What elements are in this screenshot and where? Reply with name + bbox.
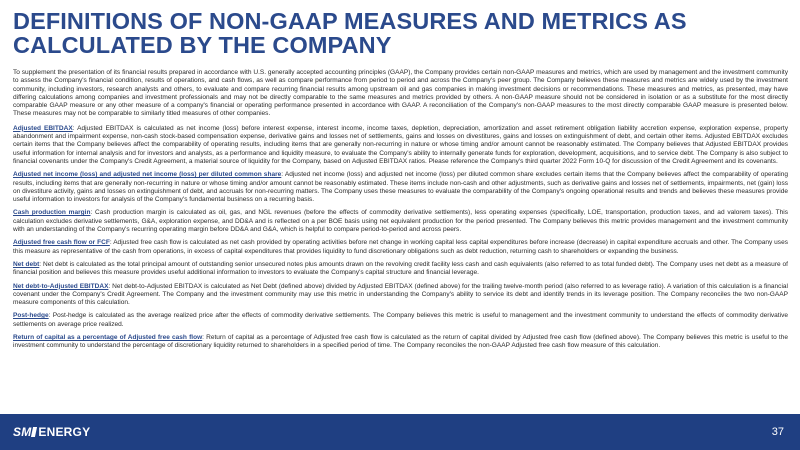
definition-adjusted-ebitdax bbox=[13, 125, 788, 166]
definition-term: Adjusted EBITDAX bbox=[13, 124, 73, 132]
definition-text: : Adjusted net income (loss) and adjusted net income (loss) per diluted common share excludes certain items that the Company believes affect the comparability of operating results, including items that are generally non-recurring in nature or whose timing and/or amount cannot be reasonably estimated. These items include non-cash and other adjustments, such as derivative gains and losses net of settlements, impairments, net (gain) loss on divestiture activity, gains and losses on extinguishment of debt, and accruals for non-recurring matters. The Company uses these measures to evaluate the comparability of the Company's ongoing operational results and trends and believes these measures provide useful information to investors for analysis of the Company's fundamental business on a recurring basis. bbox=[13, 171, 788, 204]
definition-text: : Adjusted free cash flow is calculated as net cash provided by operating activities before net change in working capital less capital expenditures before increase (decrease) in capital expenditure accruals and other. The Company uses this measure as representative of the cash from operations, in excess of capital expenditures that provides liquidity to fund discretionary obligations such as debt reduction, returning cash to shareholders or expanding the business. bbox=[13, 239, 788, 255]
definition-text: : Adjusted EBITDAX is calculated as net income (loss) before interest expense, interest income, income taxes, depletion, depreciation, amortization and asset retirement obligation liability accretion expense, exploration expense, property abandonment and impairment expense, non-cash stock-based compensation expense, derivative gains and losses net of settlements, gains and losses on divestitures, gains and losses on extinguishment of debt, and certain other items. Adjusted EBITDAX excludes certain items that the Company believes affect the comparability of operating results, including items that are generally non-recurring in nature or whose timing and/or amount cannot be reasonably estimated. The Company believes that Adjusted EBITDAX provides useful information for internal analysis and for investors and analysts, as a performance and liquidity measure, to evaluate the Company's ability to internally generate funds for exploration, development, acquisitions, and to service debt. The Company is also subject to financial covenants under the Company's Credit Agreement, a material source of liquidity for the Company, based on Adjusted EBITDAX ratios. Please reference the Company's third quarter 2022 Form 10-Q for discussion of the Credit Agreement and its covenants. bbox=[13, 124, 788, 165]
definition-adjusted-net-income bbox=[13, 171, 788, 204]
definition-term: Net debt bbox=[13, 260, 40, 268]
logo-prefix: SM bbox=[13, 425, 32, 439]
definition-text: : Post-hedge is calculated as the average realized price after the effects of commodity derivative settlements. The Company believes this metric is useful to management and the investment community to understand the effects of commodity derivative settlements on average price realized. bbox=[13, 312, 788, 328]
company-logo bbox=[13, 426, 90, 438]
definition-text: : Net debt-to-Adjusted EBITDAX is calculated as Net Debt (defined above) divided by Adjusted EBITDAX (defined above) for the trailing twelve-month period (also referred to as leverage ratio). A variation of this calculation is a financial covenant under the Company's Credit Agreement. The Company and the investment community may use this metric in understanding the Company's ability to service its debt and identify trends in its leverage position. The Company reconciles the two non-GAAP measure components of this calculation. bbox=[13, 282, 788, 307]
intro-paragraph: To supplement the presentation of its financial results prepared in accordance with U.S. generally accepted accounting principles (GAAP), the Company provides certain non-GAAP measures and metrics, which are used by management and the investment community to assess the Company's financial condition, results of operations, and cash flows, as well as compare performance from period to period and across the Company's peer group. The Company believes these measures and metrics are widely used by the investment community, including investors, research analysts and others, to evaluate and compare recurring financial results among upstream oil and gas companies in making investment decisions or recommendations. These measures and metrics, as presented, may have differing calculations among companies and investment professionals and may not be directly comparable to the same measures and metrics provided by others. A non-GAAP measure should not be considered in isolation or as a substitute for the most directly comparable GAAP measure or any other measure of a company's financial or operating performance presented in accordance with GAAP. A reconciliation of the Company's non-GAAP measures to the most directly comparable GAAP measure is presented below. These measures may not be comparable to similarly titled measures of other companies. bbox=[13, 69, 788, 118]
definition-net-debt bbox=[13, 261, 788, 278]
definition-term: Post-hedge bbox=[13, 312, 49, 320]
logo-suffix: ENERGY bbox=[38, 425, 91, 439]
definition-term: Return of capital as a percentage of Adjusted free cash flow bbox=[13, 334, 203, 342]
definition-term: Net debt-to-Adjusted EBITDAX bbox=[13, 282, 109, 290]
definitions-body bbox=[13, 69, 788, 356]
definition-text: : Cash production margin is calculated as oil, gas, and NGL revenues (before the effects of commodity derivative settlements), less operating expenses (specifically, LOE, transportation, production taxes, and ad valorem taxes). This calculation excludes derivative settlements, G&A, exploration expense, and DD&A and is reflected on a per BOE basis using net equivalent production for the period presented. The Company believes this metric provides management and the investment community with an understanding of the Company's recurring operating margin before DD&A and G&A, which is helpful to compare period-to-period and across peers. bbox=[13, 209, 788, 234]
definition-return-of-capital bbox=[13, 334, 788, 351]
definition-text: : Net debt is calculated as the total principal amount of outstanding senior unsecured notes plus amounts drawn on the revolving credit facility less cash and cash equivalents (also referred to as total funded debt). The Company uses net debt as a measure of financial position and believes this measure provides useful additional information to investors to evaluate the Company's capital structure and financial leverage. bbox=[13, 260, 788, 277]
definition-text: : Return of capital as a percentage of Adjusted free cash flow is calculated as the return of capital divided by Adjusted free cash flow (defined above). The Company believes this metric is useful to the investment community to understand the percentage of discretionary liquidity returned to shareholders in a specified period of time. The Company reconciles the non-GAAP Adjusted free cash flow measure of this calculation. bbox=[13, 334, 788, 350]
logo-mark-icon bbox=[31, 427, 37, 437]
definition-adjusted-free-cash-flow bbox=[13, 239, 788, 256]
page-number: 37 bbox=[771, 426, 784, 438]
definition-term: Cash production margin bbox=[13, 209, 91, 217]
footer-bar bbox=[0, 414, 800, 450]
page-title: DEFINITIONS OF NON-GAAP MEASURES AND METRICS AS CALCULATED BY THE COMPANY bbox=[13, 8, 687, 58]
definition-post-hedge bbox=[13, 312, 788, 329]
definition-term: Adjusted net income (loss) and adjusted net income (loss) per diluted common share bbox=[13, 171, 282, 179]
definition-net-debt-to-ebitdax bbox=[13, 283, 788, 308]
definition-term: Adjusted free cash flow or FCF bbox=[13, 239, 110, 247]
definition-cash-production-margin bbox=[13, 209, 788, 234]
